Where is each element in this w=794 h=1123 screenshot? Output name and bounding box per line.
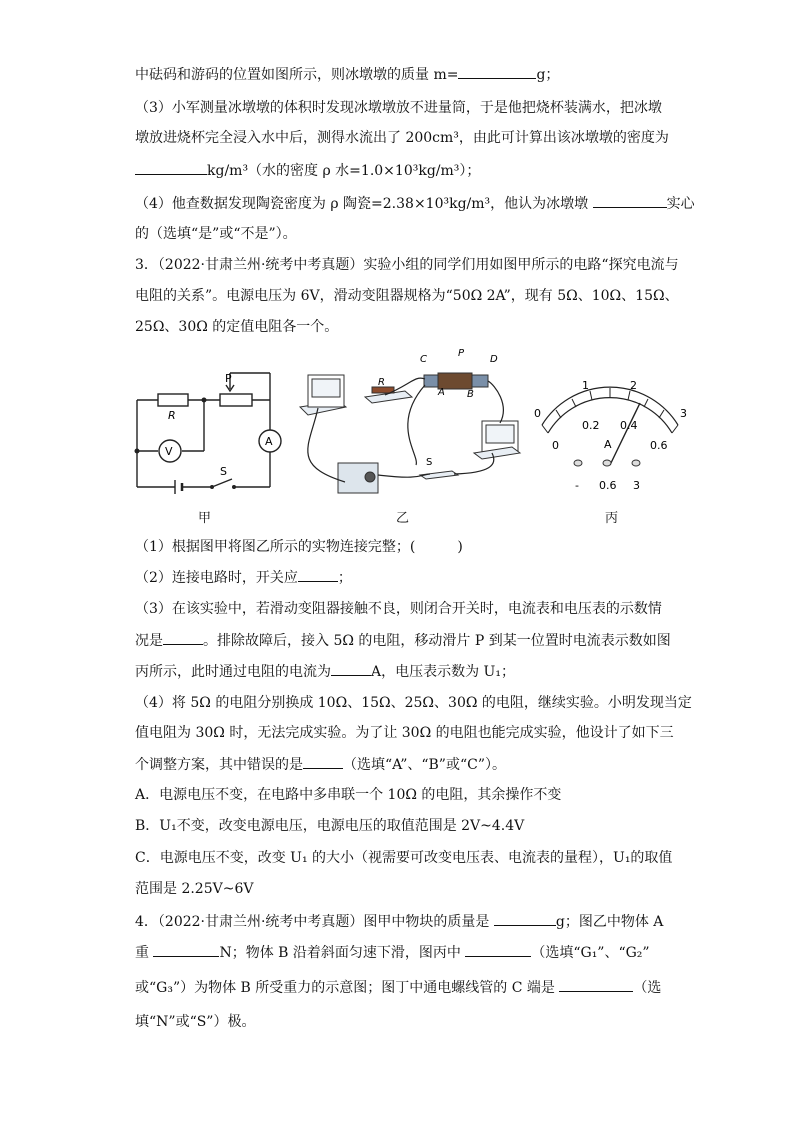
label-p: P	[225, 372, 232, 385]
rheostat-terminal-d: D	[490, 354, 498, 365]
text-line-12: （3）在该实验中，若滑动变阻器接触不良，则闭合开关时，电流表和电压表的示数情	[135, 601, 662, 617]
rheostat-terminal-b: B	[467, 389, 474, 400]
text-line-17: 个调整方案，其中错误的是 （选填“A”、“B”或“C”）。	[135, 754, 506, 775]
text-line-19: B．U₁不变，改变电源电压，电源电压的取值范围是 2V~4.4V	[135, 818, 525, 834]
text-line-10: （1）根据图甲将图乙所示的实物连接完整；( )	[135, 539, 463, 555]
rheostat-terminal-c: C	[420, 354, 427, 365]
answer-blank	[153, 942, 219, 957]
figure-label-yi: 乙	[396, 511, 410, 526]
text-line-8: 电阻的关系”。电源电压为 6V，滑动变阻器规格为“50Ω 2A”，现有 5Ω、10Ω、15Ω、	[135, 288, 679, 304]
text-line-15: （4）将 5Ω 的电阻分别换成 10Ω、15Ω、25Ω、30Ω 的电阻，继续实验。小明发现当定	[135, 695, 692, 711]
dial-label-1: 1	[582, 379, 589, 392]
text-line-5: （4）他查数据发现陶瓷密度为 ρ 陶瓷=2.38×10³kg/m³，他认为冰墩墩 实心	[135, 193, 695, 214]
text-line-18: A．电源电压不变，在电路中多串联一个 10Ω 的电阻，其余操作不变	[135, 787, 562, 803]
text-line-16: 值电阻为 30Ω 时，无法完成实验。为了让 30Ω 的电阻也能完成实验，他设计了如下三	[135, 725, 674, 741]
answer-blank	[458, 64, 536, 79]
ammeter-symbol-a: A	[265, 435, 273, 448]
text-line-1: 中砝码和游码的位置如图所示，则冰墩墩的质量 m= g；	[135, 64, 559, 85]
text-line-14: 丙所示，此时通过电阻的电流为 A，电压表示数为 U₁；	[135, 661, 515, 682]
text-line-21: 范围是 2.25V~6V	[135, 881, 254, 897]
dial-label-02: 0.2	[582, 419, 600, 432]
answer-blank	[593, 193, 667, 208]
answer-blank	[298, 567, 338, 582]
answer-blank	[135, 160, 207, 175]
dial-label-inner-06: 0.6	[650, 439, 668, 452]
text-line-4: kg/m³（水的密度 ρ 水=1.0×10³kg/m³）；	[135, 160, 480, 181]
text-line-6: 的（选填“是”或“不是”）。	[135, 226, 297, 242]
terminal-06: 0.6	[599, 479, 617, 492]
resistor-label-r: R	[378, 377, 385, 388]
answer-blank	[303, 754, 343, 769]
dial-label-outer-0: 0	[534, 407, 541, 420]
answer-blank	[465, 942, 531, 957]
label-r: R	[168, 409, 176, 422]
dial-label-04: 0.4	[620, 419, 638, 432]
answer-blank	[331, 661, 371, 676]
text-line-25: 填“N”或“S”）极。	[135, 1014, 256, 1030]
text-line-11: （2）连接电路时，开关应 ；	[135, 567, 352, 588]
text-line-3: 墩放进烧杯完全浸入水中后，测得水流出了 200cm³，由此可计算出该冰墩墩的密度为	[135, 130, 669, 146]
dial-label-2: 2	[630, 379, 637, 392]
text-line-13: 况是 。排除故障后，接入 5Ω 的电阻，移动滑片 P 到某一位置时电流表示数如图	[135, 630, 671, 651]
text-line-20: C．电源电压不变，改变 U₁ 的大小（视需要可改变电压表、电流表的量程），U₁的取值	[135, 850, 673, 866]
terminal-minus: -	[575, 479, 579, 492]
answer-blank	[494, 911, 556, 926]
text-line-24: 或“G₃”）为物体 B 所受重力的示意图；图丁中通电螺线管的 C 端是 （选	[135, 977, 661, 998]
answer-blank	[163, 630, 203, 645]
text-line-7: 3．（2022·甘肃兰州·统考中考真题）实验小组的同学们用如图甲所示的电路“探究电流与	[135, 257, 679, 273]
voltmeter-symbol-v: V	[165, 445, 173, 458]
text-line-22: 4．（2022·甘肃兰州·统考中考真题）图甲中物块的质量是 g；图乙中物体 A	[135, 911, 663, 932]
rheostat-slider-p: P	[458, 348, 465, 359]
dial-label-inner-0: 0	[552, 439, 559, 452]
figure-label-bing: 丙	[605, 511, 619, 526]
rheostat-terminal-a: A	[438, 387, 445, 398]
text-line-9: 25Ω、30Ω 的定值电阻各一个。	[135, 319, 339, 335]
dial-label-outer-3: 3	[680, 407, 687, 420]
answer-blank	[559, 977, 633, 992]
label-s: S	[220, 465, 227, 478]
switch-label-s: S	[426, 457, 433, 468]
figure-label-jia: 甲	[198, 511, 212, 526]
text-line-23: 重 N；物体 B 沿着斜面匀速下滑，图丙中 （选填“G₁”、“G₂”	[135, 942, 650, 963]
terminal-3: 3	[633, 479, 640, 492]
dial-unit-a: A	[604, 438, 612, 451]
circuit-figure	[120, 345, 700, 530]
text-line-2: （3）小军测量冰墩墩的体积时发现冰墩墩放不进量筒，于是他把烧杯装满水，把冰墩	[135, 100, 662, 116]
